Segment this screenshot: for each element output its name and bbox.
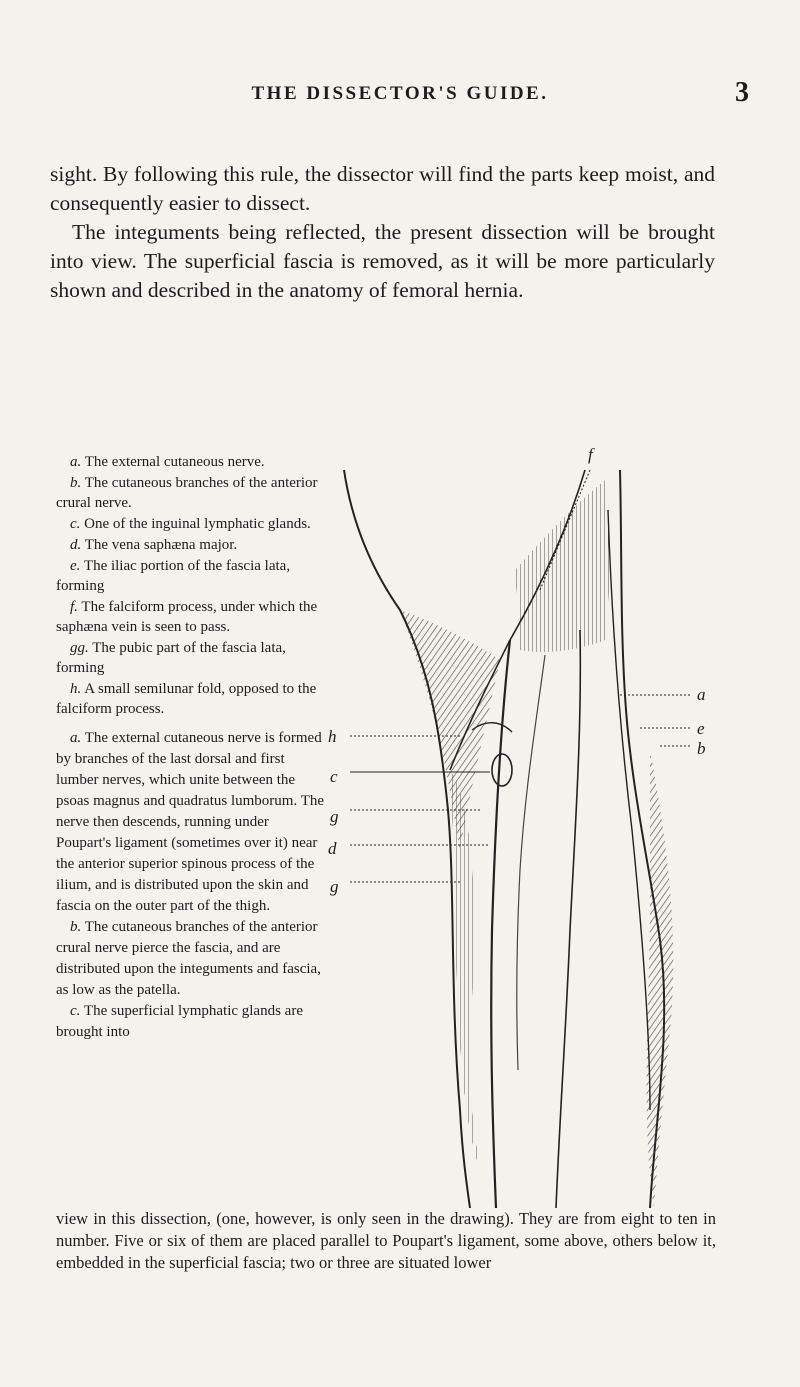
legend-item: b. The cutaneous branches of the anterior crural nerve.: [56, 475, 318, 511]
intro-paragraph-2: The integuments being reflected, the present dissection will be brought into view. The superficial fascia is removed, as it will be more particularly shown and described in the anatomy of femoral hernia.: [50, 220, 715, 302]
running-title: THE DISSECTOR'S GUIDE.: [251, 83, 549, 104]
legend-item: d. The vena saphæna major.: [70, 537, 238, 553]
page-header: [0, 77, 800, 113]
label-e: e: [697, 719, 705, 738]
saphena-vein: [491, 640, 510, 1208]
external-cutaneous-nerve: [608, 510, 650, 1110]
note-item: a. The external cutaneous nerve is formed by branches of the last dorsal and first lumber nerves, which unite between the psoas magnus and quadratus lumborum. The nerve then descends, running under Poupart's ligament (sometimes over it) near the anterior superior spinous process of the ilium, and is distributed upon the skin and fascia on the outer part of the thigh.: [56, 730, 325, 914]
nerve-branch: [517, 655, 545, 1070]
anatomical-figure: [320, 445, 725, 1210]
lymphatic-gland: [492, 754, 512, 786]
intro-paragraph-1: sight. By following this rule, the dissector will find the parts keep moist, and consequently easier to dissect.: [50, 162, 715, 215]
label-c: c: [330, 767, 338, 786]
outer-thigh-shading: [647, 750, 674, 1208]
intro-text: [50, 160, 715, 305]
figure-legend: [56, 452, 324, 720]
label-h: h: [328, 727, 337, 746]
legend-item: e. The iliac portion of the fascia lata, forming: [56, 558, 291, 594]
inner-thigh-shading: [450, 770, 480, 1170]
continuation-text: view in this dissection, (one, however, is only seen in the drawing). They are from eight to ten in number. Five or six of them are placed parallel to Poupart's ligament, some above, others below it, embedded in the superficial fascia; two or three are situated lower: [56, 1209, 716, 1272]
legend-item: f. The falciform process, under which the saphæna vein is seen to pass.: [56, 599, 318, 635]
legend-item: c. One of the inguinal lymphatic glands.: [70, 516, 311, 532]
label-b: b: [697, 739, 706, 758]
legend-item: gg. The pubic part of the fascia lata, forming: [56, 640, 286, 676]
label-f: f: [588, 445, 593, 464]
legend-item: h. A small semilunar fold, opposed to the falciform process.: [56, 681, 317, 717]
label-d: d: [328, 839, 337, 858]
page-number: 3: [735, 77, 749, 108]
label-a: a: [697, 685, 706, 704]
note-item: b. The cutaneous branches of the anterior crural nerve pierce the fascia, and are distributed upon the integuments and fascia, as low as the patella.: [56, 919, 321, 998]
cutaneous-nerve-b: [556, 630, 580, 1208]
label-g-lower: g: [330, 877, 339, 896]
explanatory-notes: [56, 728, 324, 1043]
pubic-fascia-shading: [400, 610, 500, 850]
iliac-fascia-shading: [515, 480, 610, 652]
thigh-outline-left: [344, 470, 470, 1208]
legend-item: a. The external cutaneous nerve.: [70, 454, 265, 470]
note-item: c. The superficial lymphatic glands are brought into: [56, 1003, 303, 1040]
label-g-upper: g: [330, 807, 339, 826]
thigh-dissection-illustration: [320, 445, 725, 1210]
